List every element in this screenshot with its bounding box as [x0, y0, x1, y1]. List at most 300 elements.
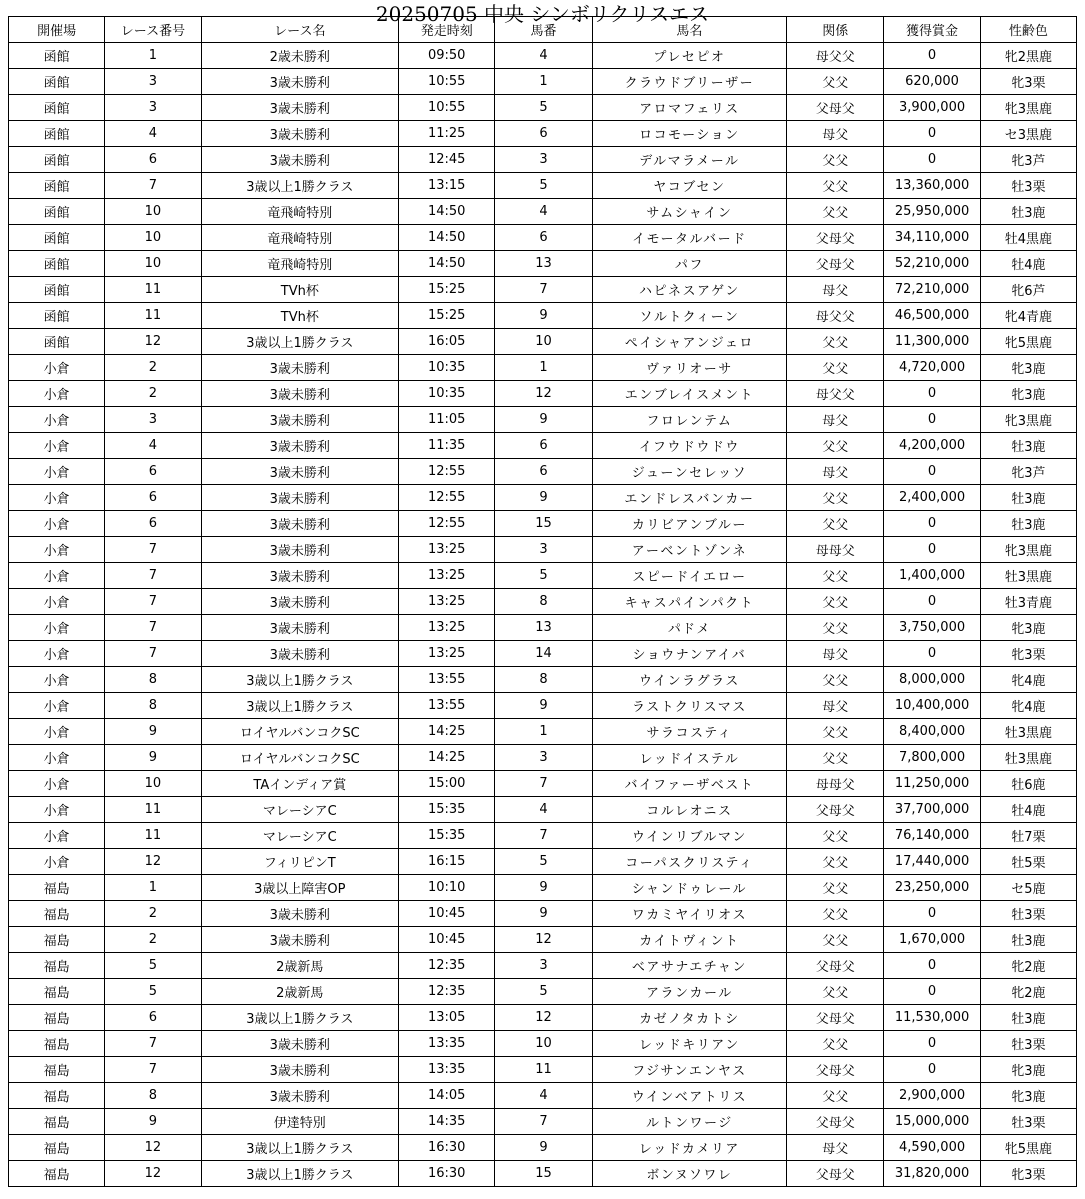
- horse-number-cell: 13: [495, 251, 592, 277]
- race-number-cell: 2: [105, 355, 201, 381]
- race-number-cell: 1: [105, 875, 201, 901]
- earnings-cell: 8,000,000: [884, 667, 980, 693]
- earnings-cell: 17,440,000: [884, 849, 980, 875]
- earnings-cell: 0: [884, 511, 980, 537]
- race-name-cell: 3歳以上1勝クラス: [201, 667, 399, 693]
- venue-cell: 福島: [9, 953, 105, 979]
- earnings-cell: 1,400,000: [884, 563, 980, 589]
- race-number-cell: 7: [105, 641, 201, 667]
- relation-cell: 母父父: [787, 381, 884, 407]
- horse-number-cell: 6: [495, 459, 592, 485]
- table-row: [9, 277, 1077, 303]
- post-time-cell: 16:15: [399, 849, 495, 875]
- sex-age-color-cell: 牝3黒鹿: [980, 407, 1076, 433]
- column-header-post-time: 発走時刻: [399, 17, 495, 43]
- horse-name-cell: ジューンセレッソ: [592, 459, 787, 485]
- sex-age-color-cell: 牝3鹿: [980, 355, 1076, 381]
- horse-number-cell: 4: [495, 797, 592, 823]
- race-name-cell: 2歳新馬: [201, 979, 399, 1005]
- race-number-cell: 12: [105, 1161, 201, 1187]
- horse-name-cell: バイファーザベスト: [592, 771, 787, 797]
- earnings-cell: 11,530,000: [884, 1005, 980, 1031]
- table-row: [9, 1057, 1077, 1083]
- earnings-cell: 620,000: [884, 69, 980, 95]
- relation-cell: 母父: [787, 459, 884, 485]
- race-name-cell: 3歳以上1勝クラス: [201, 693, 399, 719]
- table-row: [9, 1031, 1077, 1057]
- race-name-cell: 3歳未勝利: [201, 69, 399, 95]
- race-name-cell: 3歳未勝利: [201, 1057, 399, 1083]
- post-time-cell: 14:50: [399, 251, 495, 277]
- horse-number-cell: 5: [495, 563, 592, 589]
- race-number-cell: 7: [105, 615, 201, 641]
- sex-age-color-cell: 牝3鹿: [980, 1083, 1076, 1109]
- horse-name-cell: ロコモーション: [592, 121, 787, 147]
- table-row: [9, 43, 1077, 69]
- earnings-cell: 3,900,000: [884, 95, 980, 121]
- venue-cell: 福島: [9, 1161, 105, 1187]
- horse-name-cell: アロマフェリス: [592, 95, 787, 121]
- earnings-cell: 76,140,000: [884, 823, 980, 849]
- race-number-cell: 11: [105, 797, 201, 823]
- horse-name-cell: スピードイエロー: [592, 563, 787, 589]
- post-time-cell: 10:45: [399, 901, 495, 927]
- race-name-cell: 3歳未勝利: [201, 95, 399, 121]
- horse-name-cell: クラウドブリーザー: [592, 69, 787, 95]
- sex-age-color-cell: 牝4鹿: [980, 693, 1076, 719]
- horse-name-cell: レッドキリアン: [592, 1031, 787, 1057]
- sex-age-color-cell: 牡3栗: [980, 1109, 1076, 1135]
- earnings-cell: 11,300,000: [884, 329, 980, 355]
- table-row: [9, 95, 1077, 121]
- post-time-cell: 11:35: [399, 433, 495, 459]
- table-row: [9, 849, 1077, 875]
- post-time-cell: 12:55: [399, 511, 495, 537]
- race-name-cell: 伊達特別: [201, 1109, 399, 1135]
- column-header-sex-age-color: 性齢色: [980, 17, 1076, 43]
- horse-number-cell: 5: [495, 173, 592, 199]
- sex-age-color-cell: 牝5黒鹿: [980, 329, 1076, 355]
- venue-cell: 福島: [9, 1057, 105, 1083]
- horse-name-cell: フロレンテム: [592, 407, 787, 433]
- race-name-cell: 3歳未勝利: [201, 615, 399, 641]
- earnings-cell: 4,590,000: [884, 1135, 980, 1161]
- earnings-cell: 0: [884, 1057, 980, 1083]
- venue-cell: 小倉: [9, 849, 105, 875]
- horse-number-cell: 7: [495, 823, 592, 849]
- relation-cell: 父母父: [787, 1109, 884, 1135]
- horse-number-cell: 7: [495, 1109, 592, 1135]
- relation-cell: 父父: [787, 69, 884, 95]
- relation-cell: 父父: [787, 927, 884, 953]
- post-time-cell: 15:25: [399, 277, 495, 303]
- relation-cell: 父父: [787, 1031, 884, 1057]
- sex-age-color-cell: 牝3芦: [980, 147, 1076, 173]
- relation-cell: 母父: [787, 277, 884, 303]
- race-name-cell: 3歳未勝利: [201, 927, 399, 953]
- table-row: [9, 1135, 1077, 1161]
- earnings-cell: 4,720,000: [884, 355, 980, 381]
- race-number-cell: 12: [105, 849, 201, 875]
- table-row: [9, 199, 1077, 225]
- race-number-cell: 7: [105, 173, 201, 199]
- relation-cell: 父父: [787, 173, 884, 199]
- table-row: [9, 381, 1077, 407]
- venue-cell: 函館: [9, 303, 105, 329]
- race-number-cell: 10: [105, 199, 201, 225]
- horse-name-cell: ウインリブルマン: [592, 823, 787, 849]
- race-number-cell: 4: [105, 433, 201, 459]
- post-time-cell: 09:50: [399, 43, 495, 69]
- race-number-cell: 10: [105, 251, 201, 277]
- sex-age-color-cell: 牝3鹿: [980, 381, 1076, 407]
- race-name-cell: 3歳以上1勝クラス: [201, 1135, 399, 1161]
- race-number-cell: 9: [105, 745, 201, 771]
- sex-age-color-cell: 牡3鹿: [980, 199, 1076, 225]
- relation-cell: 父父: [787, 563, 884, 589]
- race-name-cell: 3歳未勝利: [201, 433, 399, 459]
- horse-name-cell: カゼノタカトシ: [592, 1005, 787, 1031]
- post-time-cell: 12:55: [399, 459, 495, 485]
- race-name-cell: フィリピンT: [201, 849, 399, 875]
- race-name-cell: 3歳未勝利: [201, 537, 399, 563]
- horse-number-cell: 3: [495, 745, 592, 771]
- race-name-cell: 3歳未勝利: [201, 147, 399, 173]
- horse-name-cell: パフ: [592, 251, 787, 277]
- horse-name-cell: ウインベアトリス: [592, 1083, 787, 1109]
- post-time-cell: 11:25: [399, 121, 495, 147]
- race-name-cell: 3歳以上1勝クラス: [201, 1161, 399, 1187]
- venue-cell: 小倉: [9, 667, 105, 693]
- table-row: [9, 693, 1077, 719]
- venue-cell: 福島: [9, 1031, 105, 1057]
- horse-name-cell: イモータルバード: [592, 225, 787, 251]
- venue-cell: 福島: [9, 901, 105, 927]
- horse-name-cell: ショウナンアイバ: [592, 641, 787, 667]
- race-table: [8, 16, 1077, 1187]
- horse-number-cell: 12: [495, 381, 592, 407]
- relation-cell: 母父: [787, 1135, 884, 1161]
- horse-name-cell: ウインラグラス: [592, 667, 787, 693]
- venue-cell: 小倉: [9, 797, 105, 823]
- relation-cell: 母母父: [787, 771, 884, 797]
- relation-cell: 父父: [787, 615, 884, 641]
- earnings-cell: 11,250,000: [884, 771, 980, 797]
- earnings-cell: 2,400,000: [884, 485, 980, 511]
- race-number-cell: 8: [105, 693, 201, 719]
- column-header-relation: 関係: [787, 17, 884, 43]
- earnings-cell: 0: [884, 381, 980, 407]
- race-name-cell: 2歳未勝利: [201, 43, 399, 69]
- race-number-cell: 7: [105, 563, 201, 589]
- sex-age-color-cell: 牝3黒鹿: [980, 537, 1076, 563]
- venue-cell: 函館: [9, 43, 105, 69]
- post-time-cell: 16:05: [399, 329, 495, 355]
- race-number-cell: 6: [105, 459, 201, 485]
- race-number-cell: 5: [105, 979, 201, 1005]
- horse-name-cell: ヴァリオーサ: [592, 355, 787, 381]
- race-name-cell: 竜飛崎特別: [201, 199, 399, 225]
- sex-age-color-cell: 牝3芦: [980, 459, 1076, 485]
- post-time-cell: 11:05: [399, 407, 495, 433]
- relation-cell: 母父: [787, 641, 884, 667]
- venue-cell: 小倉: [9, 433, 105, 459]
- venue-cell: 小倉: [9, 485, 105, 511]
- horse-number-cell: 13: [495, 615, 592, 641]
- race-name-cell: 3歳未勝利: [201, 589, 399, 615]
- horse-name-cell: カリビアンブルー: [592, 511, 787, 537]
- race-name-cell: 竜飛崎特別: [201, 251, 399, 277]
- venue-cell: 小倉: [9, 745, 105, 771]
- race-number-cell: 10: [105, 225, 201, 251]
- post-time-cell: 14:05: [399, 1083, 495, 1109]
- relation-cell: 母父父: [787, 303, 884, 329]
- earnings-cell: 37,700,000: [884, 797, 980, 823]
- post-time-cell: 13:55: [399, 693, 495, 719]
- race-number-cell: 10: [105, 771, 201, 797]
- column-header-race-number: レース番号: [105, 17, 201, 43]
- column-header-race-name: レース名: [201, 17, 399, 43]
- post-time-cell: 13:35: [399, 1031, 495, 1057]
- horse-name-cell: パドメ: [592, 615, 787, 641]
- earnings-cell: 15,000,000: [884, 1109, 980, 1135]
- table-row: [9, 511, 1077, 537]
- relation-cell: 父母父: [787, 1005, 884, 1031]
- race-name-cell: 3歳未勝利: [201, 641, 399, 667]
- horse-name-cell: レッドイステル: [592, 745, 787, 771]
- venue-cell: 小倉: [9, 641, 105, 667]
- sex-age-color-cell: 牡4鹿: [980, 797, 1076, 823]
- horse-name-cell: ペイシャアンジェロ: [592, 329, 787, 355]
- post-time-cell: 12:35: [399, 953, 495, 979]
- race-number-cell: 9: [105, 1109, 201, 1135]
- horse-number-cell: 15: [495, 511, 592, 537]
- venue-cell: 小倉: [9, 407, 105, 433]
- sex-age-color-cell: 牡5栗: [980, 849, 1076, 875]
- relation-cell: 父母父: [787, 225, 884, 251]
- venue-cell: 福島: [9, 927, 105, 953]
- horse-number-cell: 9: [495, 303, 592, 329]
- table-row: [9, 251, 1077, 277]
- post-time-cell: 10:35: [399, 381, 495, 407]
- relation-cell: 父父: [787, 719, 884, 745]
- table-row: [9, 641, 1077, 667]
- post-time-cell: 10:55: [399, 95, 495, 121]
- race-number-cell: 7: [105, 537, 201, 563]
- race-number-cell: 2: [105, 927, 201, 953]
- column-header-horse-number: 馬番: [495, 17, 592, 43]
- sex-age-color-cell: 牡7栗: [980, 823, 1076, 849]
- race-name-cell: マレーシアC: [201, 797, 399, 823]
- post-time-cell: 13:25: [399, 537, 495, 563]
- table-row: [9, 875, 1077, 901]
- relation-cell: 父母父: [787, 797, 884, 823]
- venue-cell: 小倉: [9, 693, 105, 719]
- venue-cell: 函館: [9, 147, 105, 173]
- relation-cell: 父父: [787, 849, 884, 875]
- race-name-cell: 3歳未勝利: [201, 1083, 399, 1109]
- relation-cell: 父父: [787, 745, 884, 771]
- earnings-cell: 0: [884, 459, 980, 485]
- sex-age-color-cell: 牝4鹿: [980, 667, 1076, 693]
- table-row: [9, 771, 1077, 797]
- race-name-cell: 3歳未勝利: [201, 901, 399, 927]
- post-time-cell: 14:25: [399, 745, 495, 771]
- race-name-cell: TVh杯: [201, 277, 399, 303]
- venue-cell: 函館: [9, 251, 105, 277]
- earnings-cell: 0: [884, 43, 980, 69]
- race-number-cell: 2: [105, 381, 201, 407]
- column-header-earnings: 獲得賞金: [884, 17, 980, 43]
- earnings-cell: 0: [884, 641, 980, 667]
- earnings-cell: 13,360,000: [884, 173, 980, 199]
- horse-number-cell: 1: [495, 355, 592, 381]
- horse-number-cell: 1: [495, 69, 592, 95]
- table-row: [9, 979, 1077, 1005]
- sex-age-color-cell: 牡3鹿: [980, 511, 1076, 537]
- horse-number-cell: 5: [495, 95, 592, 121]
- table-row: [9, 615, 1077, 641]
- venue-cell: 小倉: [9, 719, 105, 745]
- table-row: [9, 563, 1077, 589]
- sex-age-color-cell: 牝6芦: [980, 277, 1076, 303]
- horse-number-cell: 12: [495, 927, 592, 953]
- horse-name-cell: フジサンエンヤス: [592, 1057, 787, 1083]
- relation-cell: 父父: [787, 329, 884, 355]
- horse-number-cell: 4: [495, 1083, 592, 1109]
- race-number-cell: 3: [105, 95, 201, 121]
- horse-name-cell: ボンヌソワレ: [592, 1161, 787, 1187]
- table-row: [9, 745, 1077, 771]
- earnings-cell: 72,210,000: [884, 277, 980, 303]
- table-row: [9, 953, 1077, 979]
- sex-age-color-cell: 牡3栗: [980, 1031, 1076, 1057]
- earnings-cell: 7,800,000: [884, 745, 980, 771]
- horse-name-cell: ラストクリスマス: [592, 693, 787, 719]
- horse-name-cell: エンドレスバンカー: [592, 485, 787, 511]
- race-name-cell: TVh杯: [201, 303, 399, 329]
- race-name-cell: ロイヤルバンコクSC: [201, 745, 399, 771]
- horse-number-cell: 9: [495, 1135, 592, 1161]
- sex-age-color-cell: 牡4鹿: [980, 251, 1076, 277]
- relation-cell: 父父: [787, 433, 884, 459]
- venue-cell: 福島: [9, 875, 105, 901]
- venue-cell: 函館: [9, 95, 105, 121]
- relation-cell: 父父: [787, 355, 884, 381]
- relation-cell: 父母父: [787, 953, 884, 979]
- post-time-cell: 13:15: [399, 173, 495, 199]
- sex-age-color-cell: 牝2鹿: [980, 953, 1076, 979]
- relation-cell: 父父: [787, 147, 884, 173]
- post-time-cell: 13:35: [399, 1057, 495, 1083]
- table-row: [9, 797, 1077, 823]
- horse-number-cell: 10: [495, 329, 592, 355]
- venue-cell: 福島: [9, 1135, 105, 1161]
- race-number-cell: 8: [105, 667, 201, 693]
- earnings-cell: 0: [884, 901, 980, 927]
- horse-number-cell: 4: [495, 199, 592, 225]
- earnings-cell: 10,400,000: [884, 693, 980, 719]
- venue-cell: 函館: [9, 277, 105, 303]
- horse-number-cell: 9: [495, 693, 592, 719]
- venue-cell: 函館: [9, 225, 105, 251]
- earnings-cell: 2,900,000: [884, 1083, 980, 1109]
- relation-cell: 父母父: [787, 95, 884, 121]
- venue-cell: 福島: [9, 979, 105, 1005]
- horse-number-cell: 3: [495, 147, 592, 173]
- relation-cell: 母母父: [787, 537, 884, 563]
- horse-number-cell: 1: [495, 719, 592, 745]
- horse-name-cell: ベアサナエチャン: [592, 953, 787, 979]
- relation-cell: 母父父: [787, 43, 884, 69]
- earnings-cell: 31,820,000: [884, 1161, 980, 1187]
- horse-name-cell: プレセピオ: [592, 43, 787, 69]
- post-time-cell: 16:30: [399, 1135, 495, 1161]
- race-name-cell: 3歳未勝利: [201, 121, 399, 147]
- post-time-cell: 12:45: [399, 147, 495, 173]
- sex-age-color-cell: 牡3鹿: [980, 433, 1076, 459]
- race-name-cell: TAインディア賞: [201, 771, 399, 797]
- table-row: [9, 173, 1077, 199]
- race-name-cell: 3歳未勝利: [201, 355, 399, 381]
- post-time-cell: 14:25: [399, 719, 495, 745]
- horse-number-cell: 3: [495, 537, 592, 563]
- horse-name-cell: コーパスクリスティ: [592, 849, 787, 875]
- sex-age-color-cell: 牡4黒鹿: [980, 225, 1076, 251]
- horse-number-cell: 15: [495, 1161, 592, 1187]
- relation-cell: 父父: [787, 589, 884, 615]
- earnings-cell: 0: [884, 407, 980, 433]
- table-row: [9, 1005, 1077, 1031]
- header-row: [9, 17, 1077, 43]
- race-name-cell: 2歳新馬: [201, 953, 399, 979]
- sex-age-color-cell: 牡3黒鹿: [980, 719, 1076, 745]
- horse-name-cell: ルトンワージ: [592, 1109, 787, 1135]
- race-name-cell: マレーシアC: [201, 823, 399, 849]
- horse-number-cell: 9: [495, 901, 592, 927]
- post-time-cell: 10:45: [399, 927, 495, 953]
- horse-number-cell: 5: [495, 979, 592, 1005]
- relation-cell: 父父: [787, 823, 884, 849]
- relation-cell: 母父: [787, 693, 884, 719]
- post-time-cell: 13:55: [399, 667, 495, 693]
- post-time-cell: 13:25: [399, 615, 495, 641]
- table-row: [9, 1109, 1077, 1135]
- sex-age-color-cell: 牝5黒鹿: [980, 1135, 1076, 1161]
- table-row: [9, 329, 1077, 355]
- venue-cell: 小倉: [9, 537, 105, 563]
- venue-cell: 福島: [9, 1109, 105, 1135]
- venue-cell: 小倉: [9, 511, 105, 537]
- sex-age-color-cell: 牝2鹿: [980, 979, 1076, 1005]
- race-number-cell: 7: [105, 589, 201, 615]
- table-row: [9, 69, 1077, 95]
- race-name-cell: 3歳以上1勝クラス: [201, 173, 399, 199]
- relation-cell: 父父: [787, 199, 884, 225]
- table-row: [9, 667, 1077, 693]
- sex-age-color-cell: 牡3栗: [980, 173, 1076, 199]
- horse-name-cell: サラコスティ: [592, 719, 787, 745]
- post-time-cell: 16:30: [399, 1161, 495, 1187]
- page-title: 20250705 中央 シンボリクリスエス: [375, 2, 710, 26]
- table-row: [9, 459, 1077, 485]
- horse-number-cell: 11: [495, 1057, 592, 1083]
- horse-number-cell: 6: [495, 225, 592, 251]
- table-row: [9, 485, 1077, 511]
- sex-age-color-cell: セ3黒鹿: [980, 121, 1076, 147]
- horse-name-cell: コルレオニス: [592, 797, 787, 823]
- venue-cell: 小倉: [9, 589, 105, 615]
